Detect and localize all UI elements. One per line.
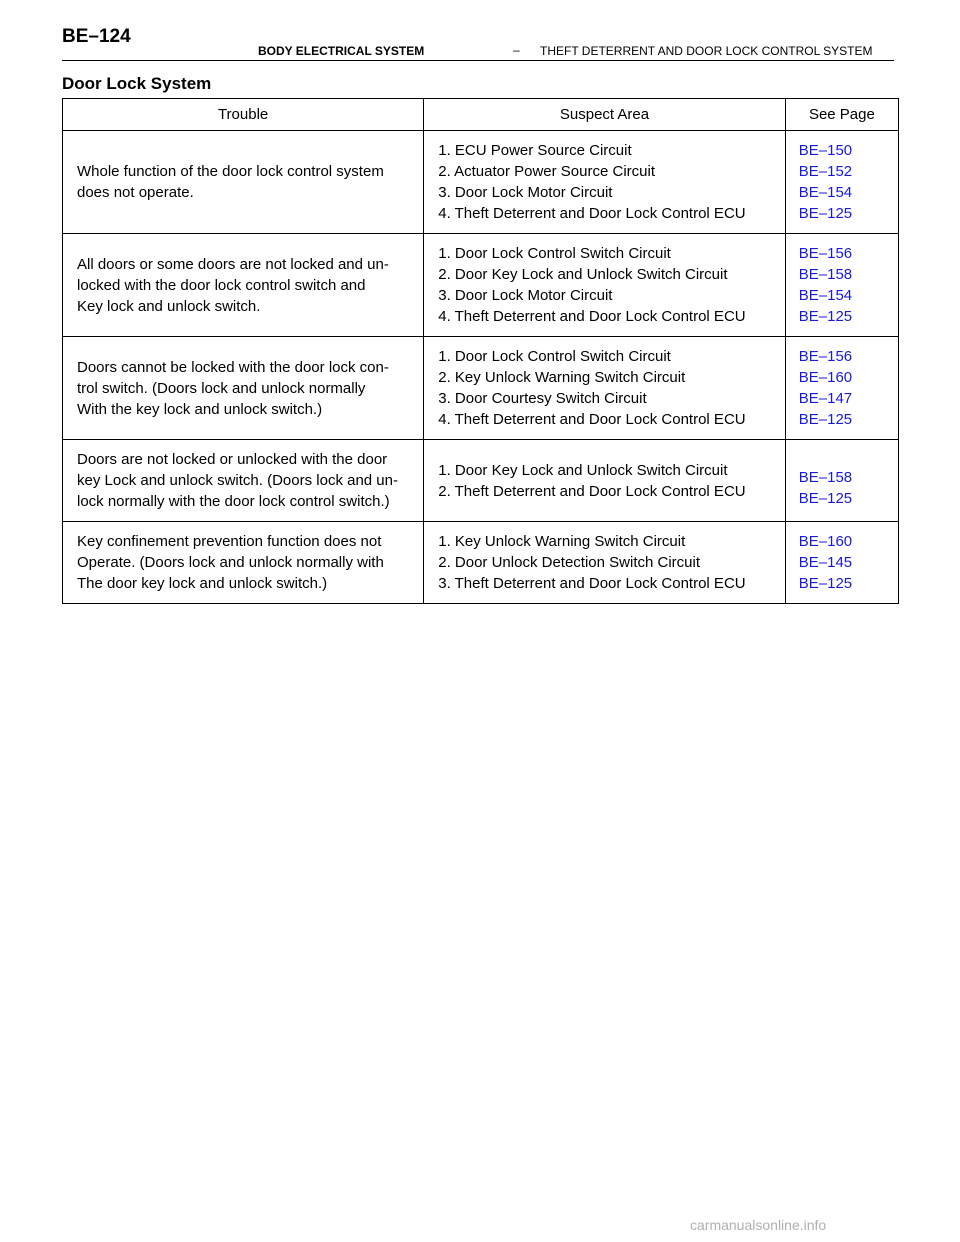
page-link[interactable]: BE–160 xyxy=(798,533,853,550)
column-header-suspect-area: Suspect Area xyxy=(424,99,786,131)
page-link[interactable]: BE–156 xyxy=(798,348,853,365)
page-link[interactable]: BE–156 xyxy=(798,245,853,262)
see-page-cell xyxy=(785,440,898,522)
trouble-text: lock normally with the door lock control switch.) xyxy=(77,493,390,510)
suspect-item: 2. Theft Deterrent and Door Lock Control ECU xyxy=(438,482,746,500)
table-header-row xyxy=(63,99,899,131)
suspect-item: 2. Door Unlock Detection Switch Circuit xyxy=(438,554,700,571)
trouble-text: Operate. (Doors lock and unlock normally with xyxy=(77,554,384,571)
table-row xyxy=(63,337,899,440)
trouble-text: Doors are not locked or unlocked with the door xyxy=(77,451,388,468)
watermark: carmanualsonline.info xyxy=(690,1217,827,1233)
suspect-area-cell xyxy=(424,522,786,604)
suspect-item: 3. Theft Deterrent and Door Lock Control ECU xyxy=(438,575,746,592)
trouble-cell xyxy=(63,440,424,522)
trouble-text: All doors or some doors are not locked and un- xyxy=(77,255,389,273)
trouble-cell xyxy=(63,337,424,440)
column-header-see-page: See Page xyxy=(785,99,898,131)
table-row xyxy=(63,234,899,337)
suspect-area-cell xyxy=(424,337,786,440)
trouble-cell xyxy=(63,131,424,234)
header-section-title: THEFT DETERRENT AND DOOR LOCK CONTROL SYSTEM xyxy=(540,44,873,58)
page-link[interactable]: BE–158 xyxy=(798,266,853,283)
trouble-cell xyxy=(63,522,424,604)
trouble-text: The door key lock and unlock switch.) xyxy=(77,575,328,592)
trouble-text: Whole function of the door lock control system xyxy=(77,163,384,180)
trouble-text: Key lock and unlock switch. xyxy=(77,297,261,315)
section-title: Door Lock System xyxy=(62,74,212,93)
suspect-area-cell xyxy=(424,131,786,234)
header-separator: – xyxy=(513,43,520,57)
page-link[interactable]: BE–125 xyxy=(798,308,853,325)
trouble-text: Doors cannot be locked with the door lock con- xyxy=(77,358,389,376)
see-page-cell xyxy=(785,131,898,234)
see-page-cell xyxy=(785,234,898,337)
page-link[interactable]: BE–125 xyxy=(798,411,853,428)
suspect-item: 2. Door Key Lock and Unlock Switch Circuit xyxy=(438,266,728,283)
suspect-item: 3. Door Lock Motor Circuit xyxy=(438,184,613,201)
suspect-item: 3. Door Lock Motor Circuit xyxy=(438,287,613,304)
trouble-cell xyxy=(63,234,424,337)
trouble-text: trol switch. (Doors lock and unlock normally xyxy=(77,379,366,397)
see-page-cell xyxy=(785,522,898,604)
header-system-title: BODY ELECTRICAL SYSTEM xyxy=(258,44,425,58)
page-link[interactable]: BE–125 xyxy=(798,575,853,592)
page-link[interactable]: BE–145 xyxy=(798,554,853,571)
trouble-text: With the key lock and unlock switch.) xyxy=(77,400,323,418)
suspect-item: 4. Theft Deterrent and Door Lock Control ECU xyxy=(438,205,746,222)
table-row xyxy=(63,131,899,234)
suspect-area-cell xyxy=(424,234,786,337)
page-link[interactable]: BE–152 xyxy=(798,163,853,180)
page-link[interactable]: BE–154 xyxy=(798,184,853,201)
header-rule xyxy=(62,60,894,61)
suspect-area-cell xyxy=(424,440,786,522)
table-row xyxy=(63,522,899,604)
suspect-item: 1. ECU Power Source Circuit xyxy=(438,142,632,159)
page-number: BE–124 xyxy=(62,26,131,47)
trouble-text: Key confinement prevention function does not xyxy=(77,533,382,550)
page-link[interactable]: BE–125 xyxy=(798,490,853,507)
page-link[interactable]: BE–147 xyxy=(798,390,853,407)
suspect-item: 2. Actuator Power Source Circuit xyxy=(438,163,655,180)
trouble-table xyxy=(62,98,899,604)
page-link[interactable]: BE–150 xyxy=(798,142,853,159)
page-link[interactable]: BE–125 xyxy=(798,205,853,222)
trouble-text: locked with the door lock control switch and xyxy=(77,276,366,294)
page-link[interactable]: BE–158 xyxy=(798,469,853,486)
column-header-trouble: Trouble xyxy=(63,99,424,131)
trouble-text: does not operate. xyxy=(77,184,194,201)
suspect-item: 3. Door Courtesy Switch Circuit xyxy=(438,390,647,407)
suspect-item: 2. Key Unlock Warning Switch Circuit xyxy=(438,369,686,386)
suspect-item: 1. Door Lock Control Switch Circuit xyxy=(438,348,671,365)
see-page-cell xyxy=(785,337,898,440)
table-row xyxy=(63,440,899,522)
trouble-text: key Lock and unlock switch. (Doors lock and un- xyxy=(77,472,398,489)
suspect-item: 4. Theft Deterrent and Door Lock Control ECU xyxy=(438,308,746,325)
page-header xyxy=(62,26,894,62)
page-link[interactable]: BE–154 xyxy=(798,287,853,304)
suspect-item: 1. Key Unlock Warning Switch Circuit xyxy=(438,533,686,550)
page-link[interactable]: BE–160 xyxy=(798,369,853,386)
suspect-item: 4. Theft Deterrent and Door Lock Control ECU xyxy=(438,411,746,428)
suspect-item: 1. Door Key Lock and Unlock Switch Circuit xyxy=(438,461,728,479)
suspect-item: 1. Door Lock Control Switch Circuit xyxy=(438,245,671,262)
